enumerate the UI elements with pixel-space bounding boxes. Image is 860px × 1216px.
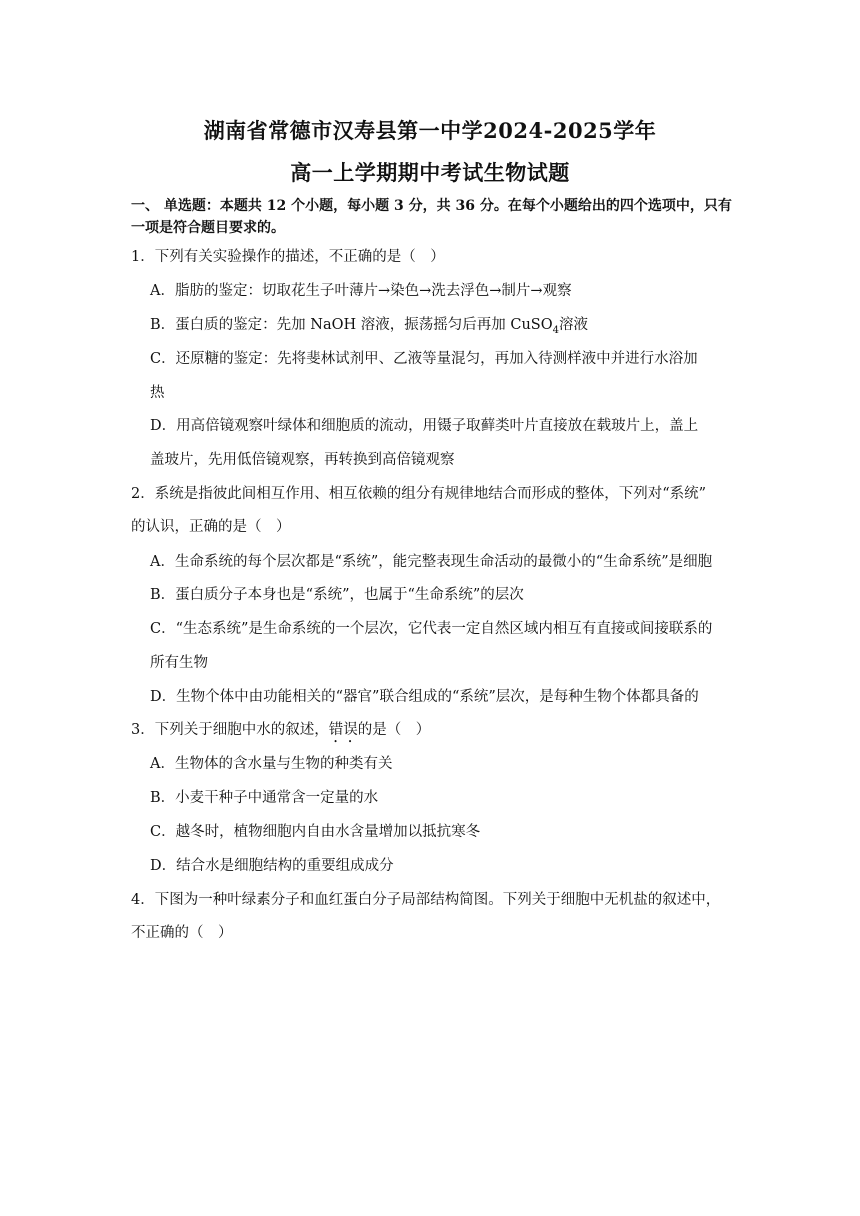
q1-option-d-line2: 盖玻片，先用低倍镜观察，再转换到高倍镜观察 <box>150 452 455 468</box>
q1-option-b-tail: 溶液 <box>558 317 588 333</box>
q4-stem-line1: 4．下图为一种叶绿素分子和血红蛋白分子局部结构简图。下列关于细胞中无机盐的叙述中， <box>131 892 721 908</box>
q4-stem-line2: 不正确的（ ） <box>131 925 233 941</box>
q3-stem <box>131 720 430 746</box>
q1-option-b-text: B．蛋白质的鉴定：先加 NaOH 溶液，振荡摇匀后再加 CuSO <box>150 317 553 333</box>
q1-option-d-line1: D．用高倍镜观察叶绿体和细胞质的流动，用镊子取藓类叶片直接放在载玻片上，盖上 <box>150 418 699 434</box>
q3-option-b: B．小麦干种子中通常含一定量的水 <box>150 790 379 806</box>
q1-option-c-line1: C．还原糖的鉴定：先将斐林试剂甲、乙液等量混匀，再加入待测样液中并进行水浴加 <box>150 351 698 367</box>
q1-option-a: A．脂肪的鉴定：切取花生子叶薄片→染色→洗去浮色→制片→观察 <box>150 283 572 299</box>
q2-stem-line2: 的认识，正确的是（ ） <box>131 519 291 535</box>
q2-option-a: A．生命系统的每个层次都是“系统”，能完整表现生命活动的最微小的“生命系统”是细胞 <box>150 554 713 570</box>
exam-title-line1: 湖南省常德市汉寿县第一中学2024-2025学年 <box>203 118 657 143</box>
q3-stem-text: 3．下列关于细胞中水的叙述， <box>131 722 329 738</box>
q3-option-a: A．生物体的含水量与生物的种类有关 <box>150 756 393 772</box>
q3-option-d: D．结合水是细胞结构的重要组成成分 <box>150 858 394 874</box>
q1-stem: 1．下列有关实验操作的描述，不正确的是（ ） <box>131 249 445 265</box>
q3-stem-tail: 的是（ ） <box>357 722 431 738</box>
q1-option-c-line2: 热 <box>150 385 165 401</box>
section-heading: 一、 单选题：本题共 12 个小题，每小题 3 分，共 36 分。在每个小题给出的四个选项中，只有一项是符合题目要求的。 <box>131 198 732 236</box>
q2-option-d: D．生物个体中由功能相关的“器官”联合组成的“系统”层次，是每种生物个体都具备的 <box>150 689 699 705</box>
q1-option-b-subscript: 4 <box>552 324 559 336</box>
q3-option-c: C．越冬时，植物细胞内自由水含量增加以抵抗寒冬 <box>150 824 481 840</box>
q2-option-c-line1: C．“生态系统”是生命系统的一个层次，它代表一定自然区域内相互有直接或间接联系的 <box>150 621 713 637</box>
q2-stem-line1: 2．系统是指彼此间相互作用、相互依赖的组分有规律地结合而形成的整体，下列对“系统” <box>131 486 707 502</box>
q3-emphasis-word: 错误 <box>328 722 358 738</box>
q2-option-c-line2: 所有生物 <box>150 655 208 671</box>
q2-option-b: B．蛋白质分子本身也是“系统”，也属于“生命系统”的层次 <box>150 587 524 603</box>
q1-option-b <box>150 315 588 341</box>
exam-title-line2: 高一上学期期中考试生物试题 <box>290 160 570 185</box>
